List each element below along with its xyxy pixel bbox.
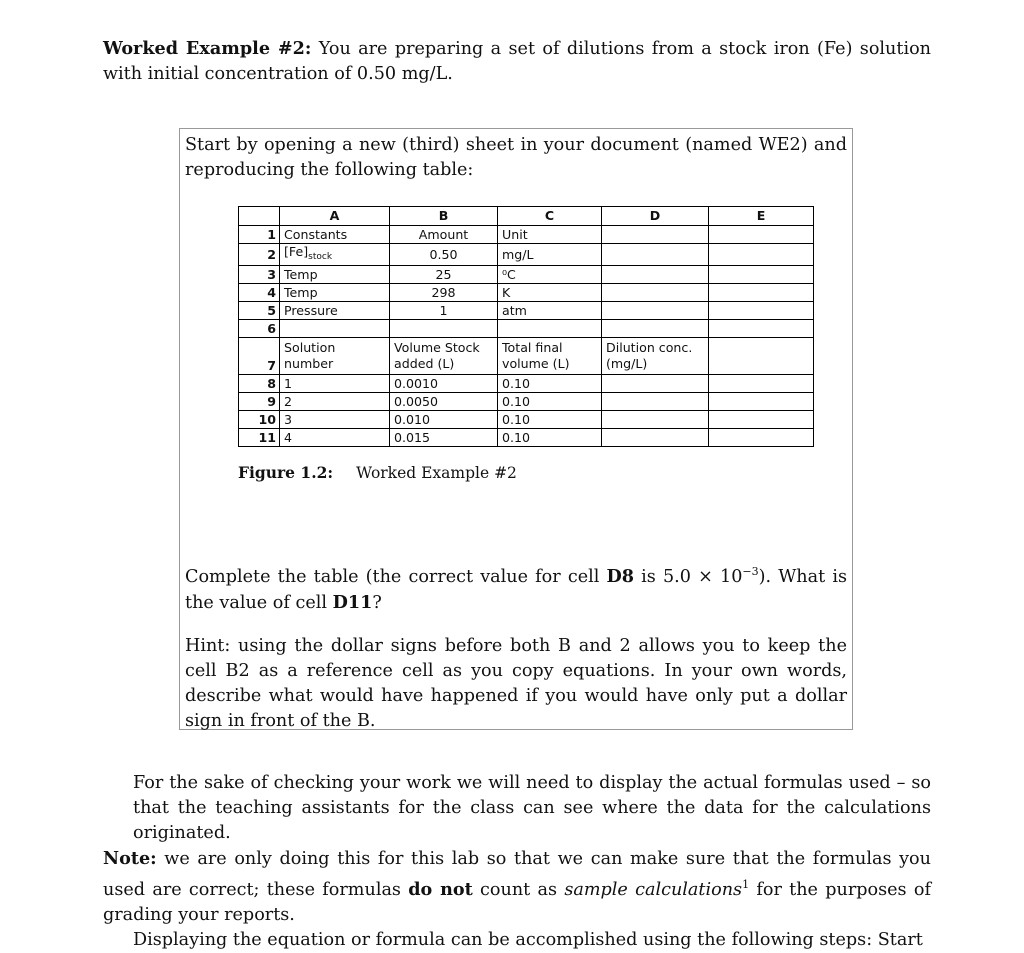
question-exponent: −3 — [742, 565, 759, 578]
cell-b8: 0.0010 — [390, 375, 498, 393]
table-row — [239, 411, 814, 429]
cell-c5: atm — [498, 302, 602, 320]
worked-example-intro — [103, 36, 931, 87]
table-row — [239, 244, 814, 266]
row-number: 10 — [239, 411, 280, 429]
worked-example-label: Worked Example #2: — [103, 38, 312, 59]
cell-b11: 0.015 — [390, 429, 498, 447]
cell-c10: 0.10 — [498, 411, 602, 429]
table-row — [239, 393, 814, 411]
row-number: 1 — [239, 226, 280, 244]
cell-e5 — [709, 302, 814, 320]
row-number: 4 — [239, 284, 280, 302]
spreadsheet-table — [238, 206, 814, 447]
cell-c1: Unit — [498, 226, 602, 244]
cell-c2: mg/L — [498, 244, 602, 266]
box-hint: Hint: using the dollar signs before both B and 2 allows you to keep the cell B2 as a reference cell as you copy equations. In your own words, describe what would have happened if you would have only put a dollar sign in front of the B. — [185, 636, 847, 731]
cell-d7: Dilution conc. (mg/L) — [602, 338, 709, 375]
note-bold: do not — [408, 878, 473, 900]
cell-c11: 0.10 — [498, 429, 602, 447]
column-header: D — [602, 207, 709, 226]
table-row — [239, 266, 814, 284]
cell-c6 — [498, 320, 602, 338]
row-number: 3 — [239, 266, 280, 284]
cell-d10 — [602, 411, 709, 429]
cell-d2 — [602, 244, 709, 266]
cell-b10: 0.010 — [390, 411, 498, 429]
cell-a2 — [280, 244, 390, 266]
note-label: Note: — [103, 848, 157, 869]
cell-e10 — [709, 411, 814, 429]
table-row — [239, 429, 814, 447]
cell-c8: 0.10 — [498, 375, 602, 393]
cell-e6 — [709, 320, 814, 338]
question-part: ). What is the value of cell — [185, 566, 847, 613]
cell-e1 — [709, 226, 814, 244]
cell-b7: Volume Stock added (L) — [390, 338, 498, 375]
table-row — [239, 302, 814, 320]
worked-example-text: You are preparing a set of dilutions from a stock iron (Fe) solution with initial concentration of 0.50 mg/L. — [103, 39, 932, 84]
cell-a6 — [280, 320, 390, 338]
table-row — [239, 226, 814, 244]
example-box — [179, 128, 853, 730]
cell-b1: Amount — [390, 226, 498, 244]
cell-d11 — [602, 429, 709, 447]
cell-d5 — [602, 302, 709, 320]
figure-caption-label: Figure 1.2: — [238, 463, 334, 482]
cell-d1 — [602, 226, 709, 244]
cell-b6 — [390, 320, 498, 338]
question-part: Complete the table (the correct value for cell — [185, 566, 607, 587]
cell-d6 — [602, 320, 709, 338]
cell-b9: 0.0050 — [390, 393, 498, 411]
column-header: B — [390, 207, 498, 226]
cell-a8: 1 — [280, 375, 390, 393]
question-cell-ref: D11 — [332, 591, 373, 613]
cell-c4: K — [498, 284, 602, 302]
row-number: 8 — [239, 375, 280, 393]
body-paragraph-1: For the sake of checking your work we will need to display the actual formulas used – so that the teaching assistants for the class can see where the data for the calculations originated. — [133, 773, 931, 843]
cell-e4 — [709, 284, 814, 302]
cell-a2-text: [Fe] — [284, 244, 309, 259]
column-header-row — [239, 207, 814, 226]
table-row — [239, 338, 814, 375]
cell-e9 — [709, 393, 814, 411]
cell-e2 — [709, 244, 814, 266]
row-number: 9 — [239, 393, 280, 411]
note-italic: sample calculations — [564, 879, 743, 900]
cell-b5: 1 — [390, 302, 498, 320]
cell-d8 — [602, 375, 709, 393]
row-number: 6 — [239, 320, 280, 338]
cell-d3 — [602, 266, 709, 284]
cell-a11: 4 — [280, 429, 390, 447]
row-number: 7 — [239, 338, 280, 375]
body-paragraph — [103, 771, 931, 953]
row-number: 11 — [239, 429, 280, 447]
note-text: for the purposes of grading your reports. — [103, 879, 931, 925]
cell-a7: Solution number — [280, 338, 390, 375]
cell-a1: Constants — [280, 226, 390, 244]
row-number: 5 — [239, 302, 280, 320]
corner-cell — [239, 207, 280, 226]
table-row — [239, 284, 814, 302]
cell-e7 — [709, 338, 814, 375]
cell-e11 — [709, 429, 814, 447]
box-instruction: Start by opening a new (third) sheet in your document (named WE2) and reproducing the following table: — [185, 135, 847, 180]
table-row — [239, 320, 814, 338]
note-text: we are only doing this for this lab so that we can make sure that the formulas you used are correct; these formulas — [103, 849, 931, 900]
cell-a5: Pressure — [280, 302, 390, 320]
cell-b4: 298 — [390, 284, 498, 302]
cell-d4 — [602, 284, 709, 302]
footnote-marker: 1 — [742, 878, 750, 891]
cell-a10: 3 — [280, 411, 390, 429]
column-header: E — [709, 207, 814, 226]
note-text: count as — [472, 879, 565, 900]
cell-d9 — [602, 393, 709, 411]
box-question — [185, 559, 847, 616]
cell-a2-subscript: stock — [308, 252, 333, 262]
row-number: 2 — [239, 244, 280, 266]
body-paragraph-3: Displaying the equation or formula can be accomplished using the following steps: Start — [133, 929, 923, 950]
question-cell-ref: D8 — [606, 565, 635, 587]
body-note — [103, 846, 931, 928]
cell-e3 — [709, 266, 814, 284]
cell-b3: 25 — [390, 266, 498, 284]
cell-a4: Temp — [280, 284, 390, 302]
question-part: is 5.0 × 10 — [634, 566, 743, 587]
cell-c3: ⁰C — [498, 266, 602, 284]
column-header: C — [498, 207, 602, 226]
figure-caption — [238, 463, 517, 482]
cell-c7: Total final volume (L) — [498, 338, 602, 375]
cell-e8 — [709, 375, 814, 393]
table-row — [239, 375, 814, 393]
figure-caption-text: Worked Example #2 — [356, 464, 517, 482]
cell-c9: 0.10 — [498, 393, 602, 411]
cell-a3: Temp — [280, 266, 390, 284]
cell-a9: 2 — [280, 393, 390, 411]
question-part: ? — [372, 592, 382, 613]
column-header: A — [280, 207, 390, 226]
cell-b2: 0.50 — [390, 244, 498, 266]
